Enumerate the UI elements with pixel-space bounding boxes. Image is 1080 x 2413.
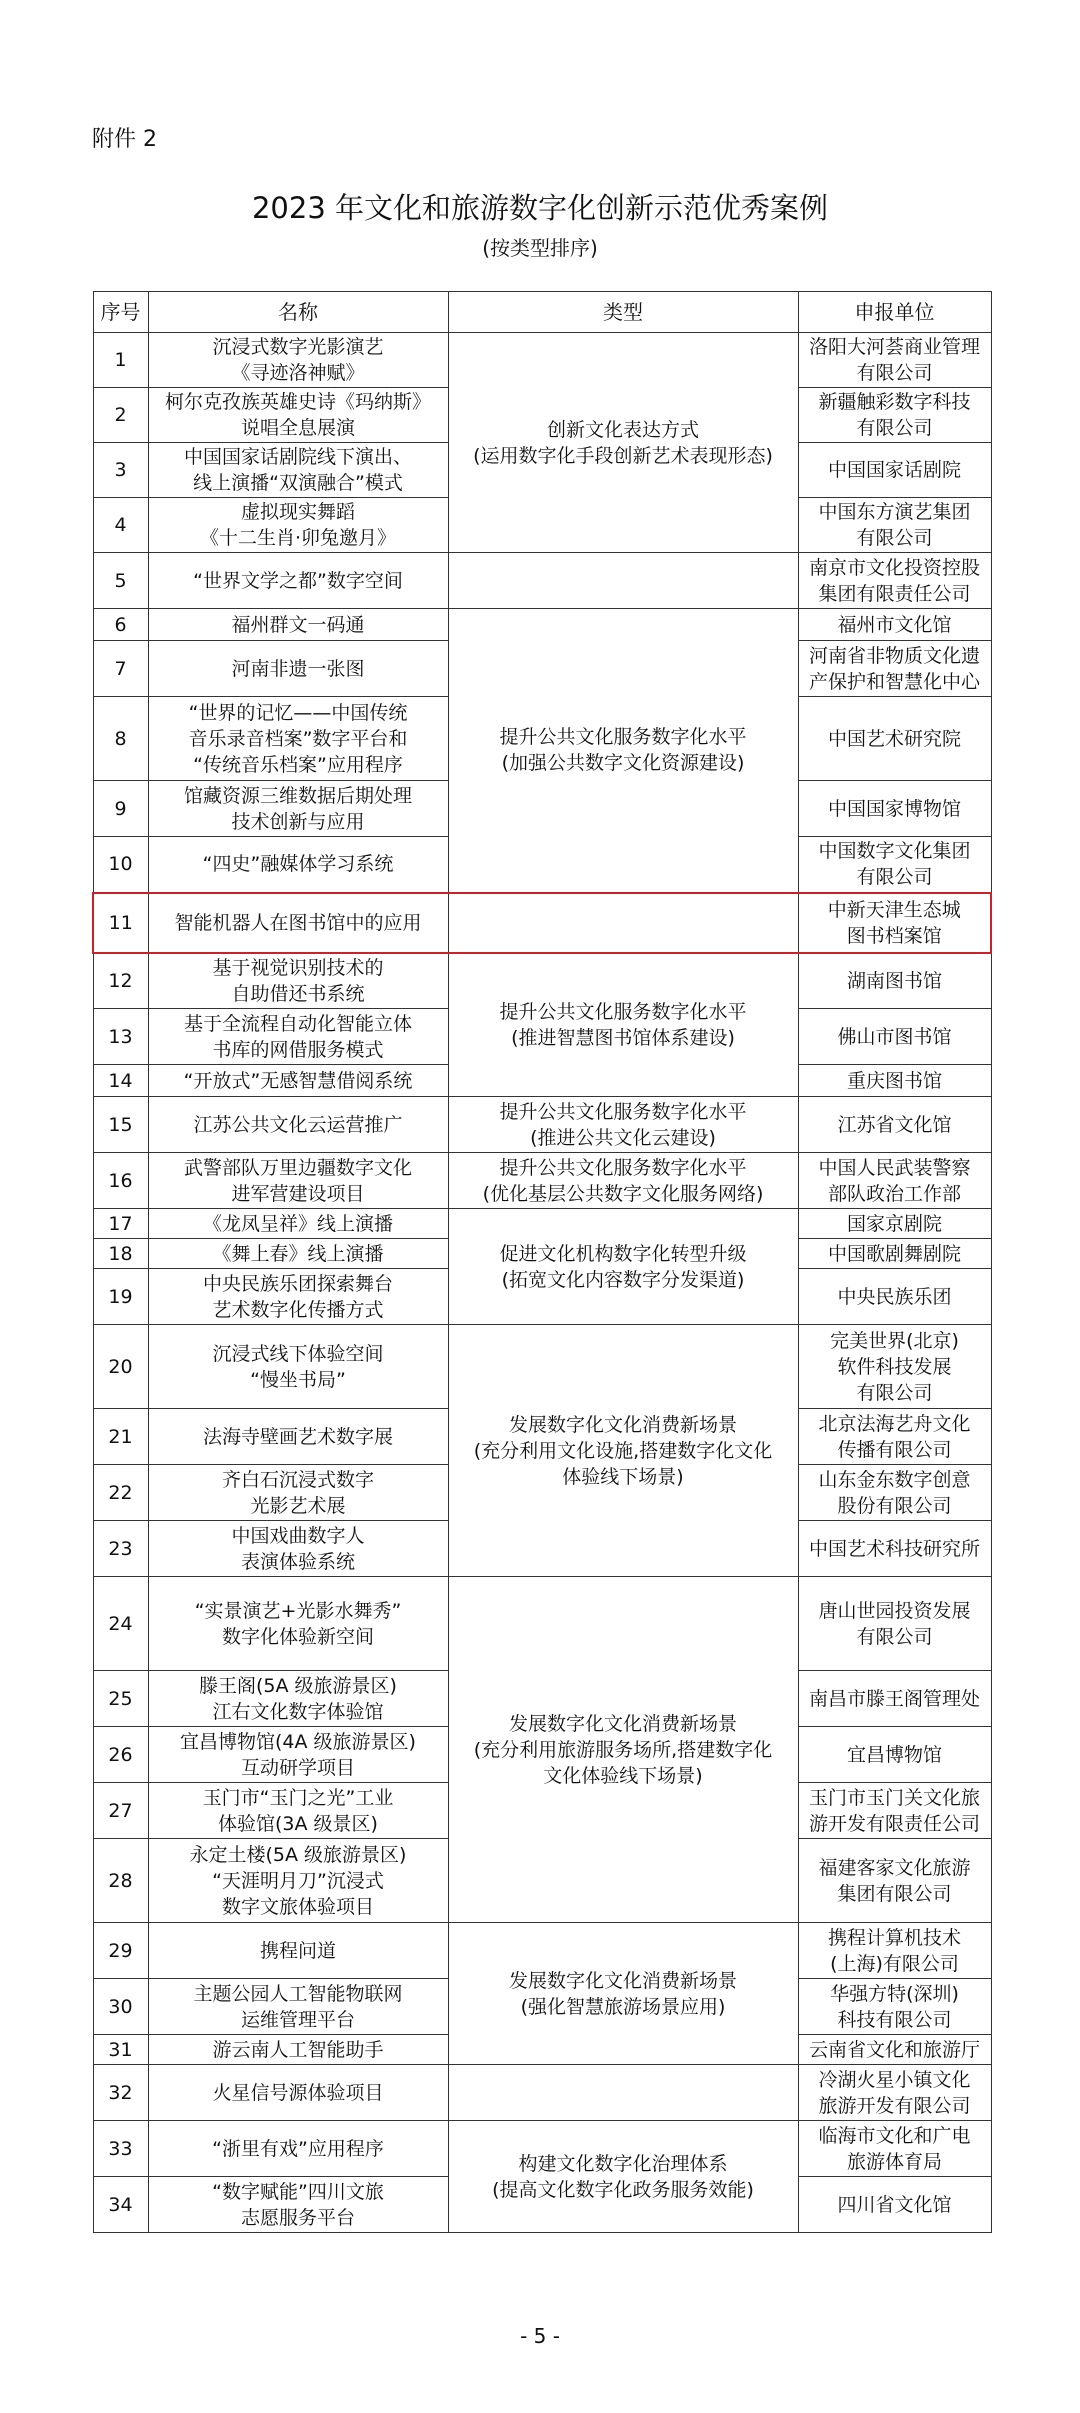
row-no: 1	[93, 333, 148, 388]
row-no: 2	[93, 388, 148, 443]
row-unit: 佛山市图书馆	[798, 1009, 991, 1065]
table-row	[93, 1577, 991, 1671]
row-no: 9	[93, 781, 148, 837]
row-unit: 国家京剧院	[798, 1209, 991, 1239]
row-no: 27	[93, 1783, 148, 1839]
row-name: 玉门市“玉门之光”工业 体验馆(3A 级景区)	[148, 1783, 448, 1839]
row-no: 28	[93, 1839, 148, 1923]
row-name: 法海寺壁画艺术数字展	[148, 1409, 448, 1465]
header-seq: 序号	[93, 292, 148, 333]
table-row	[93, 553, 991, 609]
row-name: “开放式”无感智慧借阅系统	[148, 1065, 448, 1097]
row-unit: 湖南图书馆	[798, 953, 991, 1009]
row-no: 4	[93, 498, 148, 553]
table-header-row	[93, 292, 991, 333]
row-unit: 宜昌博物馆	[798, 1727, 991, 1783]
row-name: 中国戏曲数字人 表演体验系统	[148, 1521, 448, 1577]
row-name: 武警部队万里边疆数字文化 进军营建设项目	[148, 1153, 448, 1209]
row-name: 中国国家话剧院线下演出、 线上演播“双演融合”模式	[148, 443, 448, 498]
row-name: “世界文学之都”数字空间	[148, 553, 448, 609]
attachment-label: 附件 2	[92, 127, 157, 152]
cases-table	[92, 291, 992, 2233]
row-name: 沉浸式数字光影演艺 《寻迹洛神赋》	[148, 333, 448, 388]
row-name: 柯尔克孜族英雄史诗《玛纳斯》 说唱全息展演	[148, 388, 448, 443]
type-group: 创新文化表达方式 (运用数字化手段创新艺术表现形态)	[448, 333, 798, 553]
row-unit: 南昌市滕王阁管理处	[798, 1671, 991, 1727]
row-no: 10	[93, 837, 148, 893]
row-name: 《龙凤呈祥》线上演播	[148, 1209, 448, 1239]
table-row	[93, 1153, 991, 1209]
row-no: 26	[93, 1727, 148, 1783]
row-no: 12	[93, 953, 148, 1009]
row-name: 福州群文一码通	[148, 609, 448, 641]
row-unit: 玉门市玉门关文化旅 游开发有限责任公司	[798, 1783, 991, 1839]
row-no: 33	[93, 2121, 148, 2177]
table-row	[93, 2065, 991, 2121]
row-unit: 携程计算机技术 (上海)有限公司	[798, 1923, 991, 1979]
row-unit: 河南省非物质文化遗 产保护和智慧化中心	[798, 641, 991, 697]
row-no: 21	[93, 1409, 148, 1465]
row-no: 29	[93, 1923, 148, 1979]
table-row	[93, 1097, 991, 1153]
table-row	[93, 333, 991, 388]
document-subtitle: (按类型排序)	[482, 236, 598, 260]
row-no: 5	[93, 553, 148, 609]
row-name: 《舞上春》线上演播	[148, 1239, 448, 1269]
row-name: 智能机器人在图书馆中的应用	[148, 893, 448, 953]
row-unit: 中国艺术科技研究所	[798, 1521, 991, 1577]
table-row	[93, 2121, 991, 2177]
type-group: 发展数字化文化消费新场景 (充分利用文化设施,搭建数字化文化 体验线下场景)	[448, 1325, 798, 1577]
type-group-empty	[448, 893, 798, 953]
row-unit: 四川省文化馆	[798, 2177, 991, 2233]
document-title: 2023 年文化和旅游数字化创新示范优秀案例	[251, 191, 829, 225]
table-row	[93, 1923, 991, 1979]
row-name: 沉浸式线下体验空间 “慢坐书局”	[148, 1325, 448, 1409]
row-name: 主题公园人工智能物联网 运维管理平台	[148, 1979, 448, 2035]
row-name: “浙里有戏”应用程序	[148, 2121, 448, 2177]
row-unit: 福州市文化馆	[798, 609, 991, 641]
row-name: 江苏公共文化云运营推广	[148, 1097, 448, 1153]
row-name: 滕王阁(5A 级旅游景区) 江右文化数字体验馆	[148, 1671, 448, 1727]
row-unit: 冷湖火星小镇文化 旅游开发有限公司	[798, 2065, 991, 2121]
row-name: 游云南人工智能助手	[148, 2035, 448, 2065]
row-unit: 山东金东数字创意 股份有限公司	[798, 1465, 991, 1521]
row-no: 24	[93, 1577, 148, 1671]
row-name: “实景演艺+光影水舞秀” 数字化体验新空间	[148, 1577, 448, 1671]
row-unit: 中国国家话剧院	[798, 443, 991, 498]
row-name: 馆藏资源三维数据后期处理 技术创新与应用	[148, 781, 448, 837]
row-unit: 中国国家博物馆	[798, 781, 991, 837]
row-no: 14	[93, 1065, 148, 1097]
type-group: 发展数字化文化消费新场景 (强化智慧旅游场景应用)	[448, 1923, 798, 2065]
row-unit: 云南省文化和旅游厅	[798, 2035, 991, 2065]
row-no: 17	[93, 1209, 148, 1239]
row-unit: 中国歌剧舞剧院	[798, 1239, 991, 1269]
row-no: 6	[93, 609, 148, 641]
row-no: 34	[93, 2177, 148, 2233]
row-unit: 完美世界(北京) 软件科技发展 有限公司	[798, 1325, 991, 1409]
type-group: 提升公共文化服务数字化水平 (优化基层公共数字文化服务网络)	[448, 1153, 798, 1209]
row-name: 虚拟现实舞蹈 《十二生肖·卯兔邀月》	[148, 498, 448, 553]
row-no: 25	[93, 1671, 148, 1727]
row-no: 30	[93, 1979, 148, 2035]
row-no: 15	[93, 1097, 148, 1153]
row-unit: 中国艺术研究院	[798, 697, 991, 781]
row-no: 20	[93, 1325, 148, 1409]
row-unit: 中国数字文化集团 有限公司	[798, 837, 991, 893]
row-no: 32	[93, 2065, 148, 2121]
row-unit: 新疆触彩数字科技 有限公司	[798, 388, 991, 443]
table-row	[93, 609, 991, 641]
row-unit: 北京法海艺舟文化 传播有限公司	[798, 1409, 991, 1465]
row-name: 齐白石沉浸式数字 光影艺术展	[148, 1465, 448, 1521]
row-unit: 重庆图书馆	[798, 1065, 991, 1097]
row-name: 火星信号源体验项目	[148, 2065, 448, 2121]
row-no: 13	[93, 1009, 148, 1065]
row-unit: 南京市文化投资控股 集团有限责任公司	[798, 553, 991, 609]
row-name: 中央民族乐团探索舞台 艺术数字化传播方式	[148, 1269, 448, 1325]
row-no: 16	[93, 1153, 148, 1209]
row-name: 携程问道	[148, 1923, 448, 1979]
row-name: “四史”融媒体学习系统	[148, 837, 448, 893]
row-unit: 中国人民武装警察 部队政治工作部	[798, 1153, 991, 1209]
row-unit: 洛阳大河荟商业管理 有限公司	[798, 333, 991, 388]
type-group-empty	[448, 553, 798, 609]
row-no: 22	[93, 1465, 148, 1521]
row-no: 23	[93, 1521, 148, 1577]
row-no: 18	[93, 1239, 148, 1269]
row-name: 永定土楼(5A 级旅游景区) “天涯明月刀”沉浸式 数字文旅体验项目	[148, 1839, 448, 1923]
type-group: 提升公共文化服务数字化水平 (加强公共数字文化资源建设)	[448, 609, 798, 893]
row-name: 宜昌博物馆(4A 级旅游景区) 互动研学项目	[148, 1727, 448, 1783]
type-group-empty	[448, 2065, 798, 2121]
page-number: - 5 -	[520, 2324, 560, 2348]
table-row	[93, 1209, 991, 1239]
type-group: 提升公共文化服务数字化水平 (推进智慧图书馆体系建设)	[448, 953, 798, 1097]
type-group: 构建文化数字化治理体系 (提高文化数字化政务服务效能)	[448, 2121, 798, 2233]
row-no: 19	[93, 1269, 148, 1325]
row-unit: 唐山世园投资发展 有限公司	[798, 1577, 991, 1671]
row-no: 31	[93, 2035, 148, 2065]
row-name: 基于全流程自动化智能立体 书库的网借服务模式	[148, 1009, 448, 1065]
row-name: 河南非遗一张图	[148, 641, 448, 697]
row-unit: 中国东方演艺集团 有限公司	[798, 498, 991, 553]
table-row-highlighted	[93, 893, 991, 953]
row-unit: 临海市文化和广电 旅游体育局	[798, 2121, 991, 2177]
row-no: 8	[93, 697, 148, 781]
row-unit: 福建客家文化旅游 集团有限公司	[798, 1839, 991, 1923]
row-name: “世界的记忆——中国传统 音乐录音档案”数字平台和 “传统音乐档案”应用程序	[148, 697, 448, 781]
header-type: 类型	[448, 292, 798, 333]
row-name: 基于视觉识别技术的 自助借还书系统	[148, 953, 448, 1009]
row-no: 11	[93, 893, 148, 953]
header-name: 名称	[148, 292, 448, 333]
row-unit: 华强方特(深圳) 科技有限公司	[798, 1979, 991, 2035]
table-row	[93, 953, 991, 1009]
row-unit: 江苏省文化馆	[798, 1097, 991, 1153]
row-no: 7	[93, 641, 148, 697]
row-unit: 中央民族乐团	[798, 1269, 991, 1325]
table-row	[93, 1325, 991, 1409]
type-group: 促进文化机构数字化转型升级 (拓宽文化内容数字分发渠道)	[448, 1209, 798, 1325]
row-unit: 中新天津生态城 图书档案馆	[798, 893, 991, 953]
row-name: “数字赋能”四川文旅 志愿服务平台	[148, 2177, 448, 2233]
header-unit: 申报单位	[798, 292, 991, 333]
type-group: 发展数字化文化消费新场景 (充分利用旅游服务场所,搭建数字化 文化体验线下场景)	[448, 1577, 798, 1923]
type-group: 提升公共文化服务数字化水平 (推进公共文化云建设)	[448, 1097, 798, 1153]
row-no: 3	[93, 443, 148, 498]
